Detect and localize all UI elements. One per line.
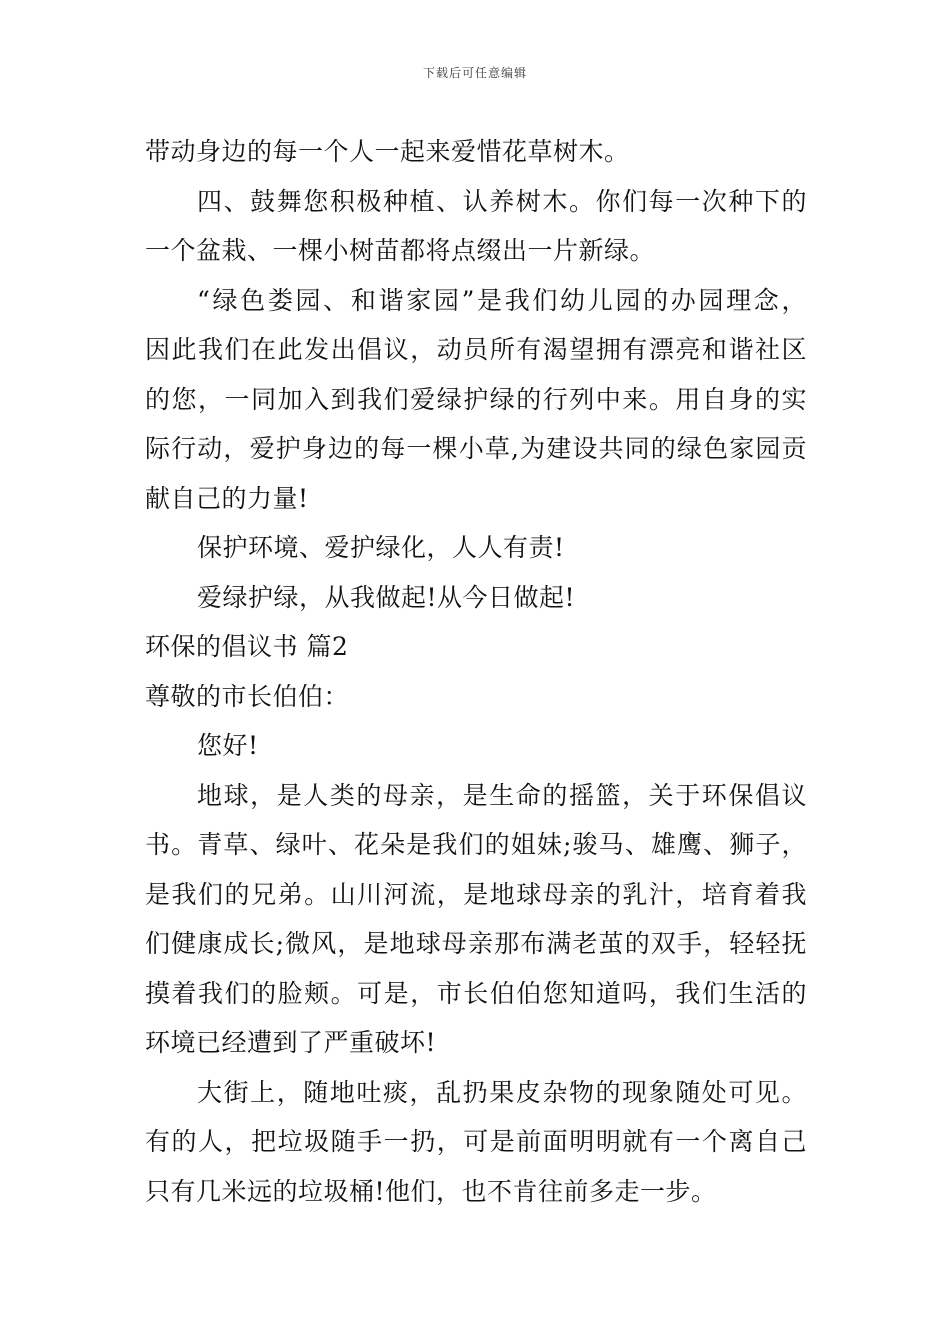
text-line: 大街上，随地吐痰，乱扔果皮杂物的现象随处可见。 bbox=[197, 1077, 807, 1107]
text-line: “绿色娄园、和谐家园”是我们幼儿园的办园理念， bbox=[197, 285, 807, 315]
text-line: 是我们的兄弟。山川河流，是地球母亲的乳汁，培育着我 bbox=[145, 879, 807, 909]
text-line: 保护环境、爱护绿化，人人有责! bbox=[197, 533, 565, 562]
text-line: 书。青草、绿叶、花朵是我们的姐妹;骏马、雄鹰、狮子， bbox=[145, 830, 807, 859]
text-line: 因此我们在此发出倡议，动员所有渴望拥有漂亮和谐社区 bbox=[145, 335, 807, 364]
text-line: 只有几米远的垃圾桶!他们，也不肯往前多走一步。 bbox=[145, 1176, 717, 1206]
text-line: 四、鼓舞您积极种植、认养树木。你们每一次种下的 bbox=[197, 186, 807, 216]
text-line: 带动身边的每一个人一起来爱惜花草树木。 bbox=[145, 137, 630, 166]
text-line: 地球，是人类的母亲，是生命的摇篮，关于环保倡议 bbox=[197, 780, 807, 810]
text-line: 的您，一同加入到我们爱绿护绿的行列中来。用自身的实 bbox=[145, 384, 807, 414]
section-title: 环保的倡议书 篇2 bbox=[145, 632, 349, 661]
text-line: 们健康成长;微风，是地球母亲那布满老茧的双手，轻轻抚 bbox=[145, 929, 807, 958]
text-line: 献自己的力量! bbox=[145, 483, 309, 513]
text-line: 际行动，爱护身边的每一棵小草,为建设共同的绿色家园贡 bbox=[145, 434, 807, 463]
text-line: 摸着我们的脸颊。可是，市长伯伯您知道吗，我们生活的 bbox=[145, 978, 807, 1008]
document-body bbox=[145, 127, 807, 1216]
text-line: 环境已经遭到了严重破坏! bbox=[145, 1028, 437, 1057]
text-line: 爱绿护绿，从我做起!从今日做起! bbox=[197, 582, 576, 612]
text-line: 有的人，把垃圾随手一扔，可是前面明明就有一个离自己 bbox=[145, 1127, 807, 1156]
text-line: 一个盆栽、一棵小树苗都将点缀出一片新绿。 bbox=[145, 236, 656, 265]
page-header: 下载后可任意编辑 bbox=[422, 66, 527, 80]
greeting: 您好! bbox=[197, 731, 259, 760]
salutation: 尊敬的市长伯伯： bbox=[145, 681, 350, 711]
